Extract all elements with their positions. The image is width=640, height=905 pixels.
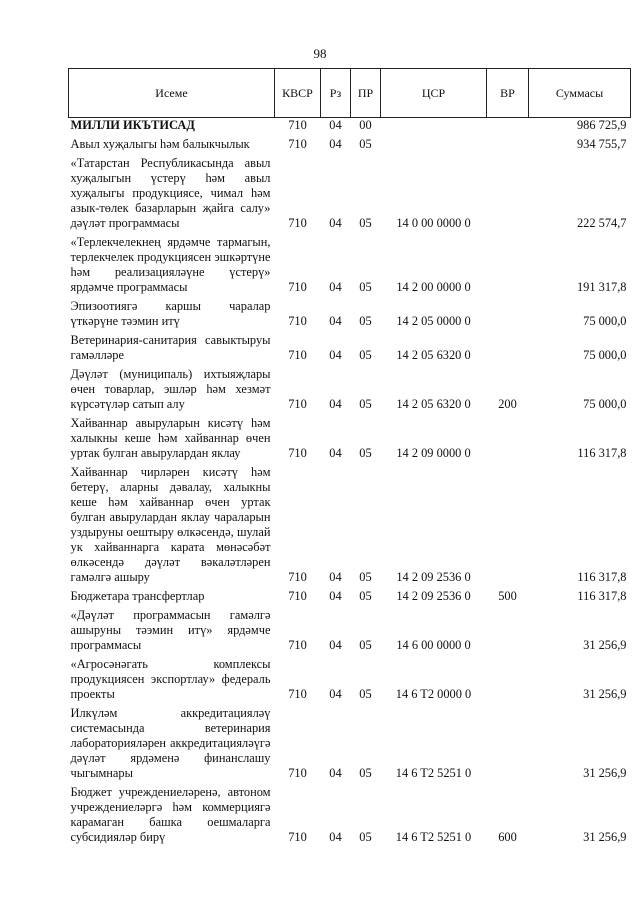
cell-sum: 116 317,8 (577, 446, 627, 460)
cell-kvsr: 710 (288, 314, 307, 328)
cell-rz: 04 (329, 314, 342, 328)
header-rz: Рз (321, 69, 351, 118)
cell-rz: 04 (329, 830, 342, 844)
cell-pr: 05 (359, 280, 372, 294)
cell-rz: 04 (329, 348, 342, 362)
header-csr: ЦСР (381, 69, 487, 118)
cell-pr: 05 (359, 638, 372, 652)
cell-rz: 04 (329, 280, 342, 294)
cell-csr: 14 2 09 2536 0 (396, 570, 471, 584)
cell-rz: 04 (329, 570, 342, 584)
cell-pr: 00 (359, 118, 372, 132)
cell-pr: 05 (359, 216, 372, 230)
cell-vr (487, 608, 529, 657)
cell-name: Бюджет учреждениеләренә, автоном учреждениеләргә һәм коммерциягә карамаган башка оешмаларга субсидияләр бирү (70, 785, 271, 844)
cell-kvsr: 710 (288, 446, 307, 460)
cell-vr: 200 (498, 397, 517, 411)
cell-sum: 986 725,9 (576, 118, 627, 132)
table-row (69, 235, 631, 299)
cell-pr: 05 (359, 314, 372, 328)
cell-vr (487, 118, 529, 138)
cell-kvsr: 710 (288, 830, 307, 844)
cell-vr (487, 235, 529, 299)
cell-vr (487, 333, 529, 367)
cell-csr: 14 2 05 6320 0 (396, 397, 471, 411)
cell-csr: 14 6 T2 5251 0 (395, 830, 472, 844)
table-row (69, 706, 631, 785)
table-header (69, 69, 631, 118)
cell-kvsr: 710 (288, 280, 307, 294)
cell-sum: 75 000,0 (583, 348, 627, 362)
cell-vr (487, 706, 529, 785)
cell-sum: 116 317,8 (577, 570, 627, 584)
table-row (69, 118, 631, 138)
cell-sum: 934 755,7 (576, 137, 627, 151)
cell-pr: 05 (359, 397, 372, 411)
cell-kvsr: 710 (288, 118, 307, 132)
header-vr: ВР (487, 69, 529, 118)
cell-sum: 191 317,8 (576, 280, 627, 294)
cell-name: Ветеринария-санитария савыктыруы гамәлләре (70, 333, 271, 362)
cell-name: МИЛЛИ ИКЪТИСАД (70, 118, 195, 132)
page-number: 98 (313, 46, 327, 61)
cell-kvsr: 710 (288, 397, 307, 411)
cell-kvsr: 710 (288, 687, 307, 701)
cell-kvsr: 710 (288, 216, 307, 230)
cell-vr (487, 137, 529, 156)
cell-sum: 31 256,9 (583, 766, 627, 780)
cell-kvsr: 710 (288, 766, 307, 780)
cell-rz: 04 (329, 446, 342, 460)
cell-name: Эпизоотиягә каршы чаралар үткәрүне тәэмин итү (70, 299, 271, 328)
budget-table (68, 68, 631, 849)
cell-rz: 04 (329, 397, 342, 411)
cell-csr: 14 2 09 0000 0 (396, 446, 471, 460)
cell-kvsr: 710 (288, 638, 307, 652)
cell-rz: 04 (329, 766, 342, 780)
cell-csr: 14 0 00 0000 0 (396, 216, 471, 230)
cell-pr: 05 (359, 137, 372, 151)
cell-csr: 14 6 T2 5251 0 (395, 766, 472, 780)
cell-vr (487, 465, 529, 589)
header-sum: Суммасы (529, 69, 631, 118)
cell-csr: 14 2 05 6320 0 (396, 348, 471, 362)
cell-name: «Агросәнәгать комплексы продукциясен экспортлау» федераль проекты (70, 657, 271, 701)
cell-sum: 75 000,0 (583, 397, 627, 411)
table-row (69, 367, 631, 416)
cell-name: Хайваннар авыруларын кисәтү һәм халыкны кеше һәм хайваннар өчен уртак булган авырулардан яклау (70, 416, 271, 460)
cell-rz: 04 (329, 638, 342, 652)
cell-rz: 04 (329, 589, 342, 603)
cell-csr: 14 6 00 0000 0 (396, 638, 471, 652)
cell-csr: 14 2 00 0000 0 (396, 280, 471, 294)
cell-name: Авыл хуҗалыгы һәм балыкчылык (70, 137, 250, 151)
cell-csr: 14 6 T2 0000 0 (395, 687, 472, 701)
table-row (69, 299, 631, 333)
table-row (69, 589, 631, 608)
cell-rz: 04 (329, 118, 342, 132)
table-row (69, 156, 631, 235)
table-row (69, 465, 631, 589)
cell-sum: 31 256,9 (583, 830, 627, 844)
cell-pr: 05 (359, 766, 372, 780)
cell-kvsr: 710 (288, 348, 307, 362)
cell-name: «Татарстан Республикасында авыл хуҗалыгын үстерү һәм авыл хуҗалыгы продукциясе, чимал һәм азык-төлек базарларын җайга салу» дәүләт программасы (70, 156, 271, 230)
cell-pr: 05 (359, 589, 372, 603)
table-row (69, 785, 631, 849)
table-row (69, 137, 631, 156)
cell-kvsr: 710 (288, 589, 307, 603)
cell-csr (381, 137, 487, 156)
cell-csr: 14 2 05 0000 0 (396, 314, 471, 328)
cell-vr: 600 (498, 830, 517, 844)
cell-vr (487, 156, 529, 235)
cell-sum: 31 256,9 (583, 687, 627, 701)
cell-rz: 04 (329, 216, 342, 230)
cell-sum: 75 000,0 (583, 314, 627, 328)
cell-pr: 05 (359, 446, 372, 460)
cell-name: Бюджетара трансфертлар (70, 589, 205, 603)
cell-pr: 05 (359, 830, 372, 844)
cell-sum: 31 256,9 (583, 638, 627, 652)
cell-sum: 222 574,7 (576, 216, 627, 230)
cell-vr (487, 657, 529, 706)
cell-vr: 500 (498, 589, 517, 603)
cell-csr: 14 2 09 2536 0 (396, 589, 471, 603)
cell-rz: 04 (329, 687, 342, 701)
cell-kvsr: 710 (288, 570, 307, 584)
cell-name: «Терлекчелекнең ярдәмче тармагын, терлекчелек продукциясен эшкәртүне һәм реализацияләүне үстерү» ярдәмче программасы (70, 235, 271, 294)
cell-name: Дәүләт (муниципаль) ихтыяҗлары өчен товарлар, эшләр һәм хезмәт күрсәтүләр сатып алу (70, 367, 271, 411)
table-row (69, 333, 631, 367)
table-body (69, 118, 631, 850)
cell-vr (487, 299, 529, 333)
header-kvsr: КВСР (275, 69, 321, 118)
cell-sum: 116 317,8 (577, 589, 627, 603)
cell-name: «Дәүләт программасын гамәлгә ашыруны тәэмин итү» ярдәмче программасы (70, 608, 271, 652)
cell-pr: 05 (359, 348, 372, 362)
table-row (69, 416, 631, 465)
cell-kvsr: 710 (288, 137, 307, 151)
cell-vr (487, 416, 529, 465)
cell-rz: 04 (329, 137, 342, 151)
header-name: Исеме (69, 69, 275, 118)
table-row (69, 608, 631, 657)
cell-csr (381, 118, 487, 138)
cell-name: Илкүләм аккредитацияләү системасында ветеринария лабораторияләрен аккредитацияләүгә дәүләт ярдәменә финанслашу чыгымнары (70, 706, 271, 780)
header-pr: ПР (351, 69, 381, 118)
cell-name: Хайваннар чирләрен кисәтү һәм бетерү, аларны дәвалау, халыкны кеше һәм хайваннар өчен уртак булган авырулардан яклау чараларын уздыруны оештыру өлкәсендә, шулай ук хайваннарга карата мөнәсәбәт өлкәсендә дәүләт вәкаләтләрен гамәлгә ашыру (70, 465, 271, 584)
cell-pr: 05 (359, 687, 372, 701)
table-row (69, 657, 631, 706)
cell-pr: 05 (359, 570, 372, 584)
